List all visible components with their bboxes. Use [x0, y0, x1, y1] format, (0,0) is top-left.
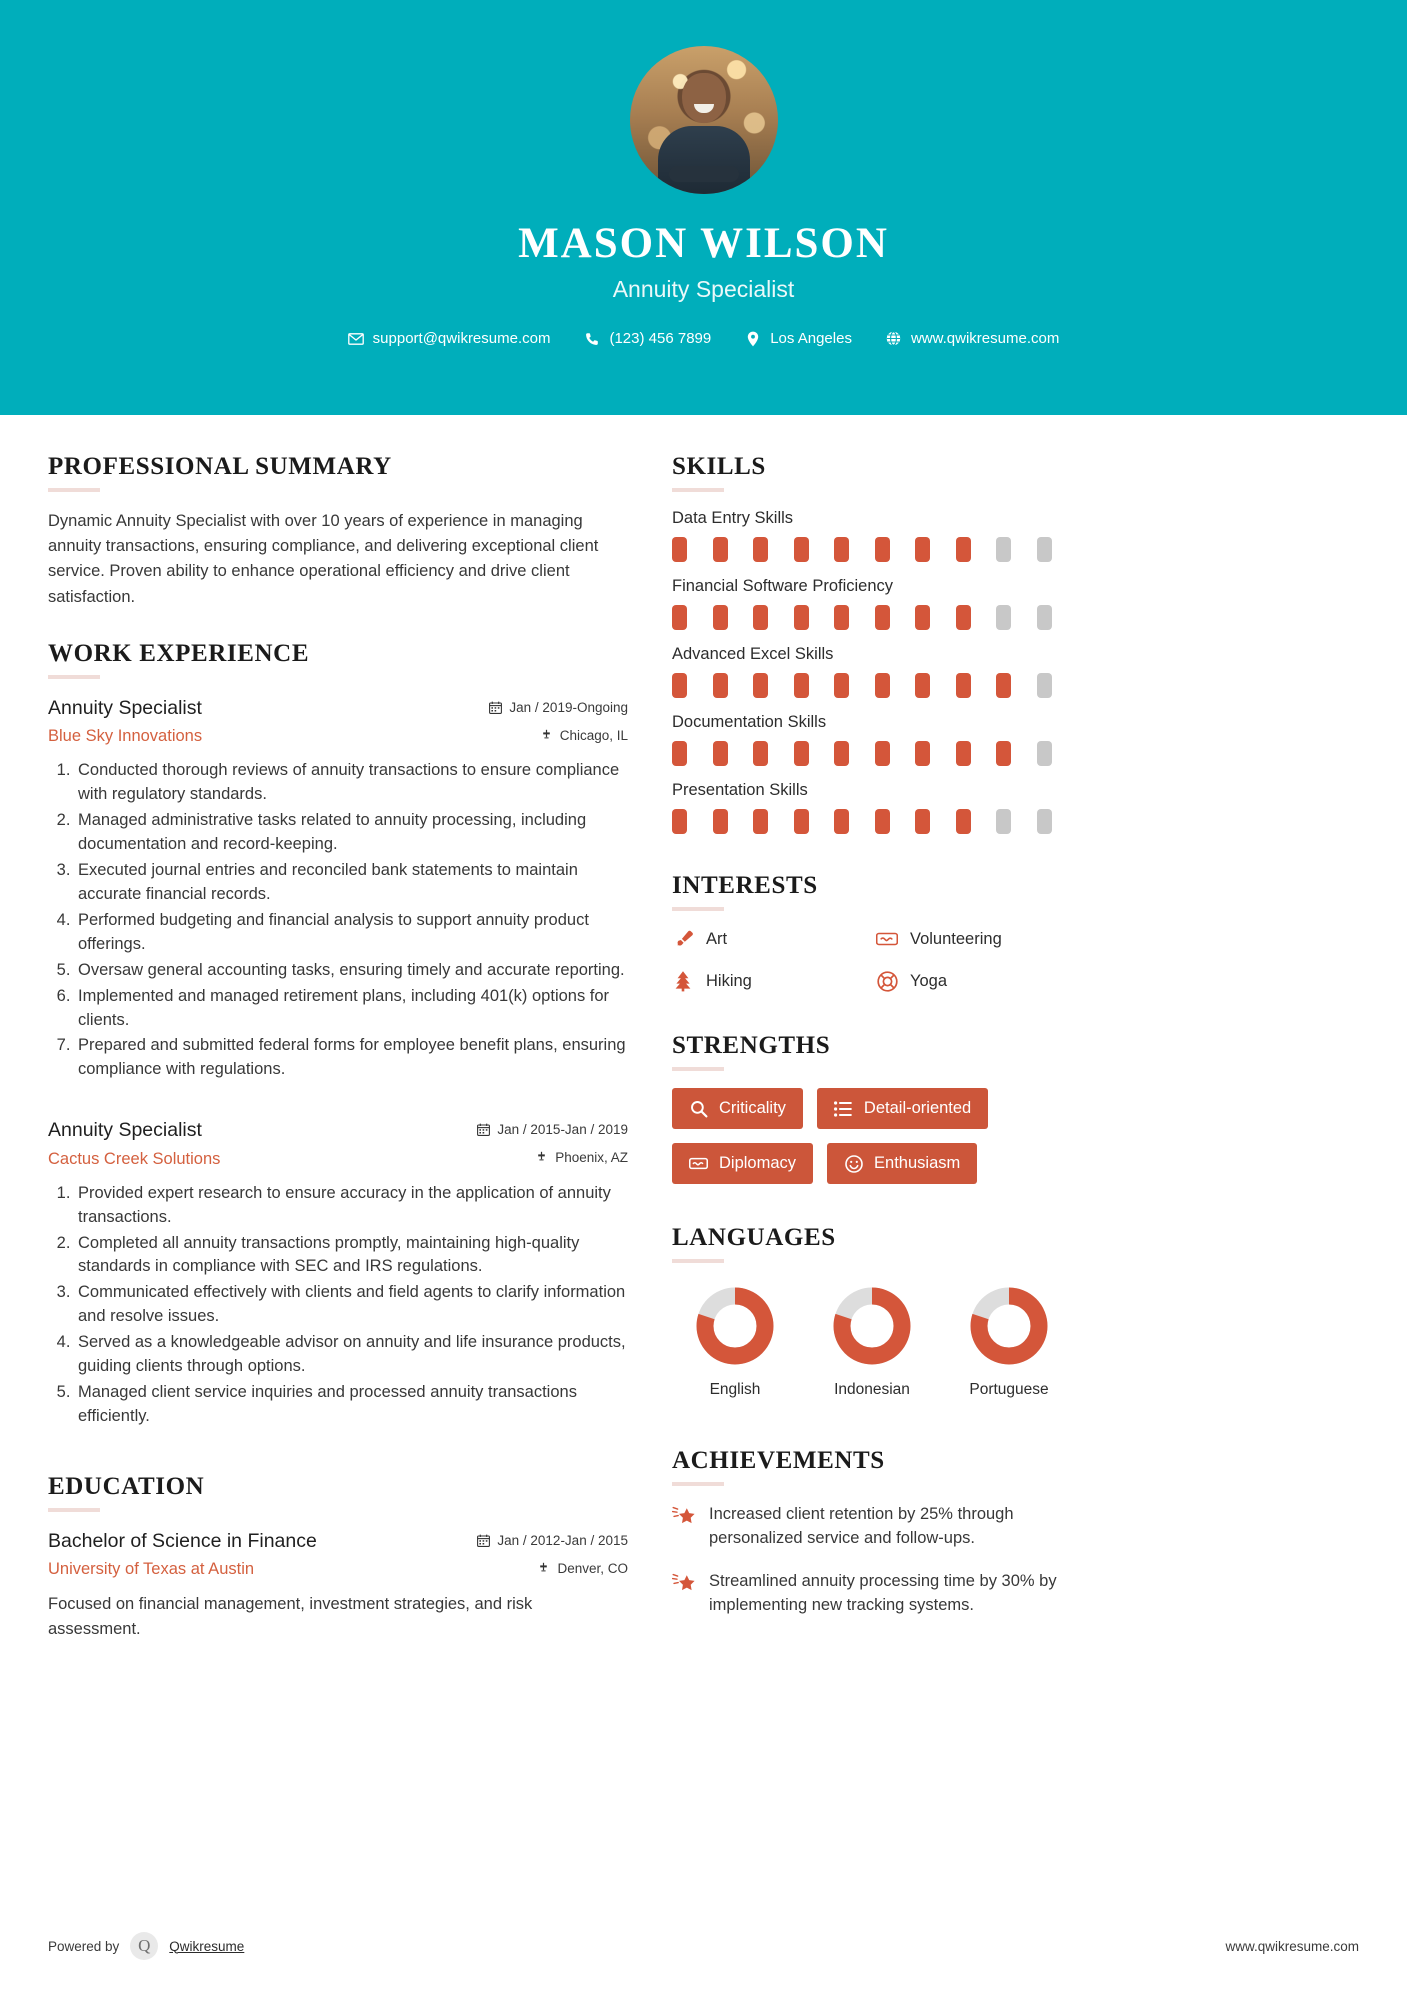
skill-bar-filled: [915, 809, 930, 834]
skill-bar-filled: [672, 809, 687, 834]
contact-phone-text: (123) 456 7899: [609, 330, 712, 348]
skill-bar-filled: [753, 673, 768, 698]
skill-bar-filled: [956, 809, 971, 834]
skill-rating: [672, 741, 1072, 766]
company-name: Cactus Creek Solutions: [48, 1149, 221, 1168]
education-description: Focused on financial management, investment strategies, and risk assessment.: [48, 1595, 533, 1639]
interest-label: Hiking: [706, 971, 752, 990]
strength-badge-detail-oriented[interactable]: [817, 1088, 988, 1129]
education-entry: [48, 1529, 628, 1642]
skill-bar-filled: [753, 605, 768, 630]
skill-bar-filled: [875, 809, 890, 834]
achievement-item: [672, 1503, 1072, 1551]
resume-body: [0, 415, 1407, 1672]
bullet-item: 1. Conducted thorough reviews of annuity transactions to ensure compliance with regulatory standards.: [75, 759, 628, 807]
skill-bar-filled: [713, 809, 728, 834]
contact-phone[interactable]: [584, 330, 711, 347]
language-donut-chart: [695, 1286, 775, 1366]
skill-bar-empty: [996, 537, 1011, 562]
job-date: [489, 700, 628, 715]
skill-bar-filled: [753, 741, 768, 766]
heading-underline: [48, 675, 100, 679]
skills-list: [672, 509, 1072, 834]
map-pin-icon: [537, 1562, 550, 1575]
skill-bar-empty: [996, 809, 1011, 834]
skill-bar-empty: [1037, 605, 1052, 630]
summary-heading: PROFESSIONAL SUMMARY: [48, 453, 392, 480]
skill-bar-filled: [915, 741, 930, 766]
bullet-item: 5. Oversaw general accounting tasks, ensuring timely and accurate reporting.: [75, 959, 628, 983]
contact-bar: [0, 330, 1407, 347]
heading-underline: [672, 1259, 724, 1263]
interests-grid: [672, 928, 1072, 992]
school-name: University of Texas at Austin: [48, 1560, 255, 1579]
job-title: Annuity Specialist: [48, 1119, 202, 1142]
education-heading: EDUCATION: [48, 1472, 205, 1500]
avatar-face: [682, 73, 726, 123]
skill-bar-filled: [996, 673, 1011, 698]
job-location: [489, 728, 628, 743]
section-interests: [672, 872, 1072, 992]
map-pin-icon: [540, 729, 553, 742]
interests-heading: INTERESTS: [672, 872, 818, 899]
skill-bar-filled: [672, 673, 687, 698]
skill-bar-filled: [713, 673, 728, 698]
bullet-item: 6. Implemented and managed retirement plans, including 401(k) options for clients.: [75, 985, 628, 1033]
page-footer: [48, 1932, 1359, 1960]
calendar-icon: [477, 1534, 490, 1547]
strength-label: Diplomacy: [719, 1154, 797, 1173]
footer-website[interactable]: www.qwikresume.com: [1225, 1938, 1359, 1954]
skill-label: Advanced Excel Skills: [672, 645, 834, 663]
contact-website[interactable]: [886, 330, 1059, 347]
strength-label: Enthusiasm: [874, 1154, 961, 1173]
skill-bar-empty: [1037, 809, 1052, 834]
job-location-text: Chicago, IL: [559, 727, 628, 743]
qwikresume-brand-link[interactable]: Qwikresume: [169, 1938, 245, 1954]
contact-email[interactable]: [348, 330, 551, 347]
interest-label: Volunteering: [910, 929, 1002, 948]
language-item: [672, 1286, 798, 1399]
languages-heading: LANGUAGES: [672, 1224, 836, 1251]
section-work-experience: [48, 640, 628, 1429]
skill-bar-filled: [794, 809, 809, 834]
skill-bar-empty: [1037, 673, 1052, 698]
handshake-icon: [876, 928, 898, 950]
contact-website-text: www.qwikresume.com: [910, 330, 1060, 348]
achievement-text: Increased client retention by 25% through personalized service and follow-ups.: [709, 1505, 1014, 1548]
skill-bar-filled: [794, 741, 809, 766]
right-column: [672, 453, 1072, 1672]
bullet-item: 2. Managed administrative tasks related to annuity processing, including documentation and record-keeping.: [75, 809, 628, 857]
section-skills: [672, 453, 1072, 834]
skill-bar-filled: [956, 605, 971, 630]
map-pin-icon: [535, 1151, 548, 1164]
skill-bar-empty: [1037, 741, 1052, 766]
degree-title: Bachelor of Science in Finance: [48, 1529, 317, 1552]
heading-underline: [48, 488, 100, 492]
star-burst-icon: [672, 1503, 698, 1551]
skill-bar-empty: [1037, 537, 1052, 562]
smiley-icon: [844, 1154, 863, 1173]
skill-bar-filled: [875, 605, 890, 630]
bullet-item: 7. Prepared and submitted federal forms for employee benefit plans, ensuring compliance with regulations.: [75, 1034, 628, 1082]
envelope-icon: [348, 331, 364, 347]
skill-bar-filled: [834, 741, 849, 766]
section-strengths: [672, 1032, 1072, 1184]
skill-bar-filled: [915, 673, 930, 698]
job-title: Annuity Specialist: [48, 696, 202, 719]
bullet-item: 4. Performed budgeting and financial analysis to support annuity product offerings.: [75, 909, 628, 957]
skill-bar-filled: [875, 741, 890, 766]
skill-bar-empty: [996, 605, 1011, 630]
avatar-arm: [669, 166, 739, 182]
tree-icon: [672, 970, 694, 992]
interest-label: Yoga: [910, 971, 948, 990]
section-professional-summary: [48, 453, 628, 610]
map-pin-icon: [745, 331, 761, 347]
education-location: [477, 1561, 628, 1576]
strength-label: Detail-oriented: [863, 1099, 972, 1118]
skill-bar-filled: [875, 673, 890, 698]
skill-bar-filled: [996, 741, 1011, 766]
bullet-item: 2. Completed all annuity transactions promptly, maintaining high-quality standards in compliance with SEC and IRS regulations.: [75, 1232, 628, 1280]
skill-bar-filled: [915, 537, 930, 562]
language-donut-chart: [832, 1286, 912, 1366]
job-location: [477, 1150, 628, 1165]
skill-bar-filled: [672, 537, 687, 562]
skill-bar-filled: [834, 673, 849, 698]
avatar: [630, 46, 778, 194]
skill-bar-filled: [794, 605, 809, 630]
job-date-text: Jan / 2019-Ongoing: [509, 699, 628, 715]
work-entry: [48, 696, 628, 1082]
skill-rating: [672, 809, 1072, 834]
language-item: [809, 1286, 935, 1399]
language-item: [946, 1286, 1072, 1399]
bullet-item: 3. Communicated effectively with clients and field agents to clarify information and resolve issues.: [75, 1281, 628, 1329]
skill-bar-filled: [956, 673, 971, 698]
work-entry: [48, 1118, 628, 1429]
job-date: [477, 1122, 628, 1137]
education-date: [477, 1533, 628, 1548]
education-date-text: Jan / 2012-Jan / 2015: [497, 1532, 628, 1548]
education-location-text: Denver, CO: [557, 1560, 628, 1576]
skill-rating: [672, 537, 1072, 562]
heading-underline: [672, 907, 724, 911]
skill-bar-filled: [915, 605, 930, 630]
strength-badge-diplomacy[interactable]: [672, 1143, 813, 1184]
skill-item: [672, 781, 1072, 834]
interest-item: [672, 970, 868, 992]
bullet-item: 1. Provided expert research to ensure accuracy in the application of annuity transactions.: [75, 1182, 628, 1230]
skill-bar-filled: [794, 673, 809, 698]
skill-bar-filled: [956, 741, 971, 766]
job-location-text: Phoenix, AZ: [555, 1150, 628, 1166]
bullet-item: 3. Executed journal entries and reconciled bank statements to maintain accurate financial records.: [75, 859, 628, 907]
language-label: Indonesian: [834, 1381, 910, 1398]
skill-bar-filled: [713, 537, 728, 562]
strengths-heading: STRENGTHS: [672, 1032, 831, 1059]
search-icon: [689, 1099, 708, 1118]
skill-rating: [672, 605, 1072, 630]
qwikresume-logo-icon: Q: [130, 1932, 158, 1960]
interest-item: [876, 970, 1072, 992]
skill-label: Documentation Skills: [672, 713, 827, 731]
section-achievements: [672, 1447, 1072, 1618]
skill-bar-filled: [713, 605, 728, 630]
language-label: Portuguese: [969, 1381, 1049, 1398]
language-label: English: [709, 1381, 761, 1398]
skill-label: Presentation Skills: [672, 781, 808, 799]
heading-underline: [672, 1482, 724, 1486]
work-heading: WORK EXPERIENCE: [48, 639, 310, 667]
paintbrush-icon: [672, 928, 694, 950]
heading-underline: [48, 1508, 100, 1512]
powered-by-label: Powered by: [48, 1938, 120, 1954]
achievement-text: Streamlined annuity processing time by 30% by implementing new tracking systems.: [709, 1572, 1057, 1615]
bullet-item: 5. Managed client service inquiries and processed annuity transactions efficiently.: [75, 1381, 628, 1429]
skill-bar-filled: [672, 605, 687, 630]
skill-item: [672, 577, 1072, 630]
contact-email-text: support@qwikresume.com: [372, 330, 551, 348]
heading-underline: [672, 488, 724, 492]
globe-icon: [886, 331, 902, 347]
interest-label: Art: [706, 929, 728, 948]
skill-item: [672, 509, 1072, 562]
page-title: MASON WILSON: [518, 220, 889, 267]
avatar-body: [658, 126, 750, 194]
job-date-text: Jan / 2015-Jan / 2019: [497, 1122, 628, 1138]
bullet-item: 4. Served as a knowledgeable advisor on annuity and life insurance products, guiding clients through options.: [75, 1331, 628, 1379]
skill-label: Financial Software Proficiency: [672, 577, 894, 595]
skill-bar-filled: [753, 537, 768, 562]
skill-bar-filled: [834, 605, 849, 630]
skill-bar-filled: [956, 537, 971, 562]
heading-underline: [672, 1067, 724, 1071]
strength-badge-criticality[interactable]: [672, 1088, 803, 1129]
job-bullets: [48, 1182, 628, 1429]
skill-bar-filled: [753, 809, 768, 834]
skill-item: [672, 713, 1072, 766]
contact-location-text: Los Angeles: [770, 330, 852, 348]
achievement-item: [672, 1570, 1072, 1618]
skill-item: [672, 645, 1072, 698]
language-donut-chart: [969, 1286, 1049, 1366]
strength-label: Criticality: [719, 1099, 786, 1118]
skill-label: Data Entry Skills: [672, 509, 794, 527]
lifebuoy-icon: [876, 970, 898, 992]
job-bullets: [48, 759, 628, 1082]
summary-text: Dynamic Annuity Specialist with over 10 years of experience in managing annuity transactions, ensuring compliance, and delivering exceptional client service. Proven ability to enhance operational efficiency and drive client satisfaction.: [48, 512, 599, 606]
contact-location: [745, 330, 852, 347]
skills-heading: SKILLS: [672, 453, 766, 480]
skill-bar-filled: [794, 537, 809, 562]
company-name: Blue Sky Innovations: [48, 727, 203, 746]
section-languages: [672, 1224, 1072, 1399]
skill-bar-filled: [713, 741, 728, 766]
resume-header: [0, 0, 1407, 415]
phone-icon: [584, 331, 600, 347]
strength-badge-enthusiasm[interactable]: [827, 1143, 977, 1184]
skill-bar-filled: [834, 809, 849, 834]
list-icon: [834, 1099, 853, 1118]
left-column: [48, 453, 628, 1672]
calendar-icon: [477, 1123, 490, 1136]
interest-item: [876, 928, 1072, 950]
job-role-subtitle: Annuity Specialist: [612, 276, 795, 303]
star-burst-icon: [672, 1570, 698, 1618]
languages-list: [672, 1280, 1072, 1399]
skill-rating: [672, 673, 1072, 698]
interest-item: [672, 928, 868, 950]
skill-bar-filled: [834, 537, 849, 562]
achievements-heading: ACHIEVEMENTS: [672, 1447, 885, 1475]
section-education: [48, 1473, 628, 1642]
skill-bar-filled: [672, 741, 687, 766]
calendar-icon: [489, 701, 502, 714]
skill-bar-filled: [875, 537, 890, 562]
handshake-icon: [689, 1154, 708, 1173]
strengths-list: [672, 1088, 1072, 1184]
